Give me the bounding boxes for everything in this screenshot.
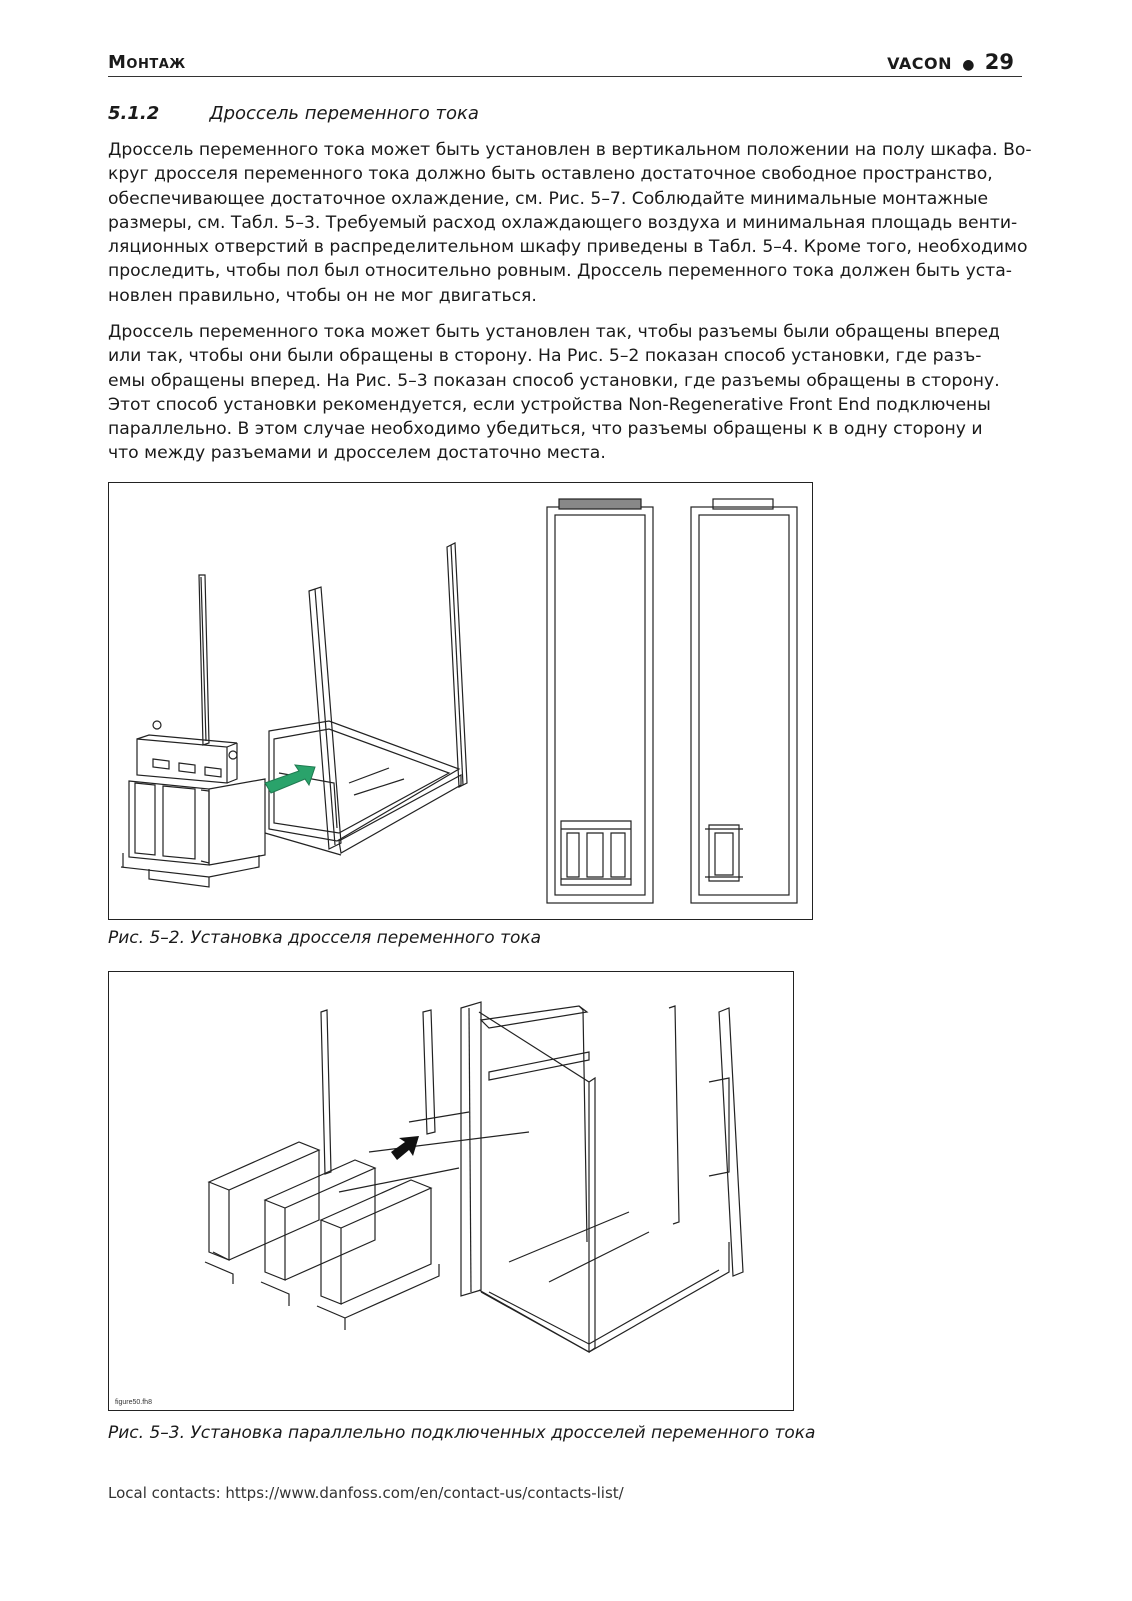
paragraph-line: Дроссель переменного тока может быть установлен так, чтобы разъемы были обращены вперед <box>108 322 1000 342</box>
paragraph-line: проследить, чтобы пол был относительно ровным. Дроссель переменного тока должен быть уста- <box>108 261 1012 282</box>
figure-1-drawing <box>109 483 812 919</box>
header-section-title: Монтаж <box>108 52 186 73</box>
paragraph-line: круг дросселя переменного тока должно быть оставлено достаточное свободное пространство, <box>108 164 993 185</box>
cabinet-frame-perspective <box>199 543 467 855</box>
figure-2-drawing <box>109 972 793 1410</box>
cabinet-side-view <box>691 499 797 903</box>
page-footer: Local contacts: https://www.danfoss.com/en/contact-us/contacts-list/ <box>108 1484 624 1502</box>
figure-1-caption: Рис. 5–2. Установка дросселя переменного тока <box>108 928 542 948</box>
section-heading <box>108 103 479 124</box>
cabinet-front-view <box>547 499 653 903</box>
choke-perspective <box>121 721 265 887</box>
paragraph-line: Этот способ установки рекомендуется, если устройства Non-Regenerative Front End подключены <box>108 394 991 415</box>
section-number: 5.1.2 <box>108 103 160 124</box>
figure-parallel-chokes-installation <box>108 971 794 1411</box>
paragraph-1 <box>108 138 1032 308</box>
paragraph-line: обеспечивающее достаточное охлаждение, см. Рис. 5–7. Соблюдайте минимальные монтажные <box>108 188 989 209</box>
paragraph-line: Дроссель переменного тока может быть установлен в вертикальном положении на полу шкафа. Во- <box>108 140 1032 160</box>
paragraph-line: новлен правильно, чтобы он не мог двигаться. <box>108 285 537 306</box>
section-title: Дроссель переменного тока <box>209 103 479 124</box>
paragraph-line: размеры, см. Табл. 5–3. Требуемый расход охлаждающего воздуха и минимальная площадь венти- <box>108 212 1018 233</box>
page-number: 29 <box>984 50 1014 74</box>
page-header <box>108 46 1022 77</box>
figure-code-label: figure50.fh8 <box>115 1399 152 1406</box>
open-cabinet-perspective <box>321 1002 743 1352</box>
black-arrow-icon <box>391 1136 419 1160</box>
paragraph-line: что между разъемами и дросселем достаточно места. <box>108 443 606 464</box>
paragraph-line: емы обращены вперед. На Рис. 5–3 показан способ установки, где разъемы обращены в сторону. <box>108 370 1000 391</box>
paragraph-2 <box>108 320 1028 466</box>
paragraph-line: ляционных отверстий в распределительном шкафу приведены в Табл. 5–4. Кроме того, необходимо <box>108 237 1028 258</box>
figure-2-caption: Рис. 5–3. Установка параллельно подключенных дросселей переменного тока <box>108 1423 816 1443</box>
green-arrow-icon <box>265 765 315 793</box>
parallel-chokes <box>205 1142 439 1330</box>
header-brand: VACON <box>887 54 952 73</box>
figure-ac-choke-installation <box>108 482 813 920</box>
paragraph-line: параллельно. В этом случае необходимо убедиться, что разъемы обращены к в одну сторону и <box>108 419 983 440</box>
paragraph-line: или так, чтобы они были обращены в сторону. На Рис. 5–2 показан способ установки, где разъ- <box>108 346 982 367</box>
header-bullet: ● <box>962 57 975 73</box>
header-brand-block <box>887 50 1014 74</box>
